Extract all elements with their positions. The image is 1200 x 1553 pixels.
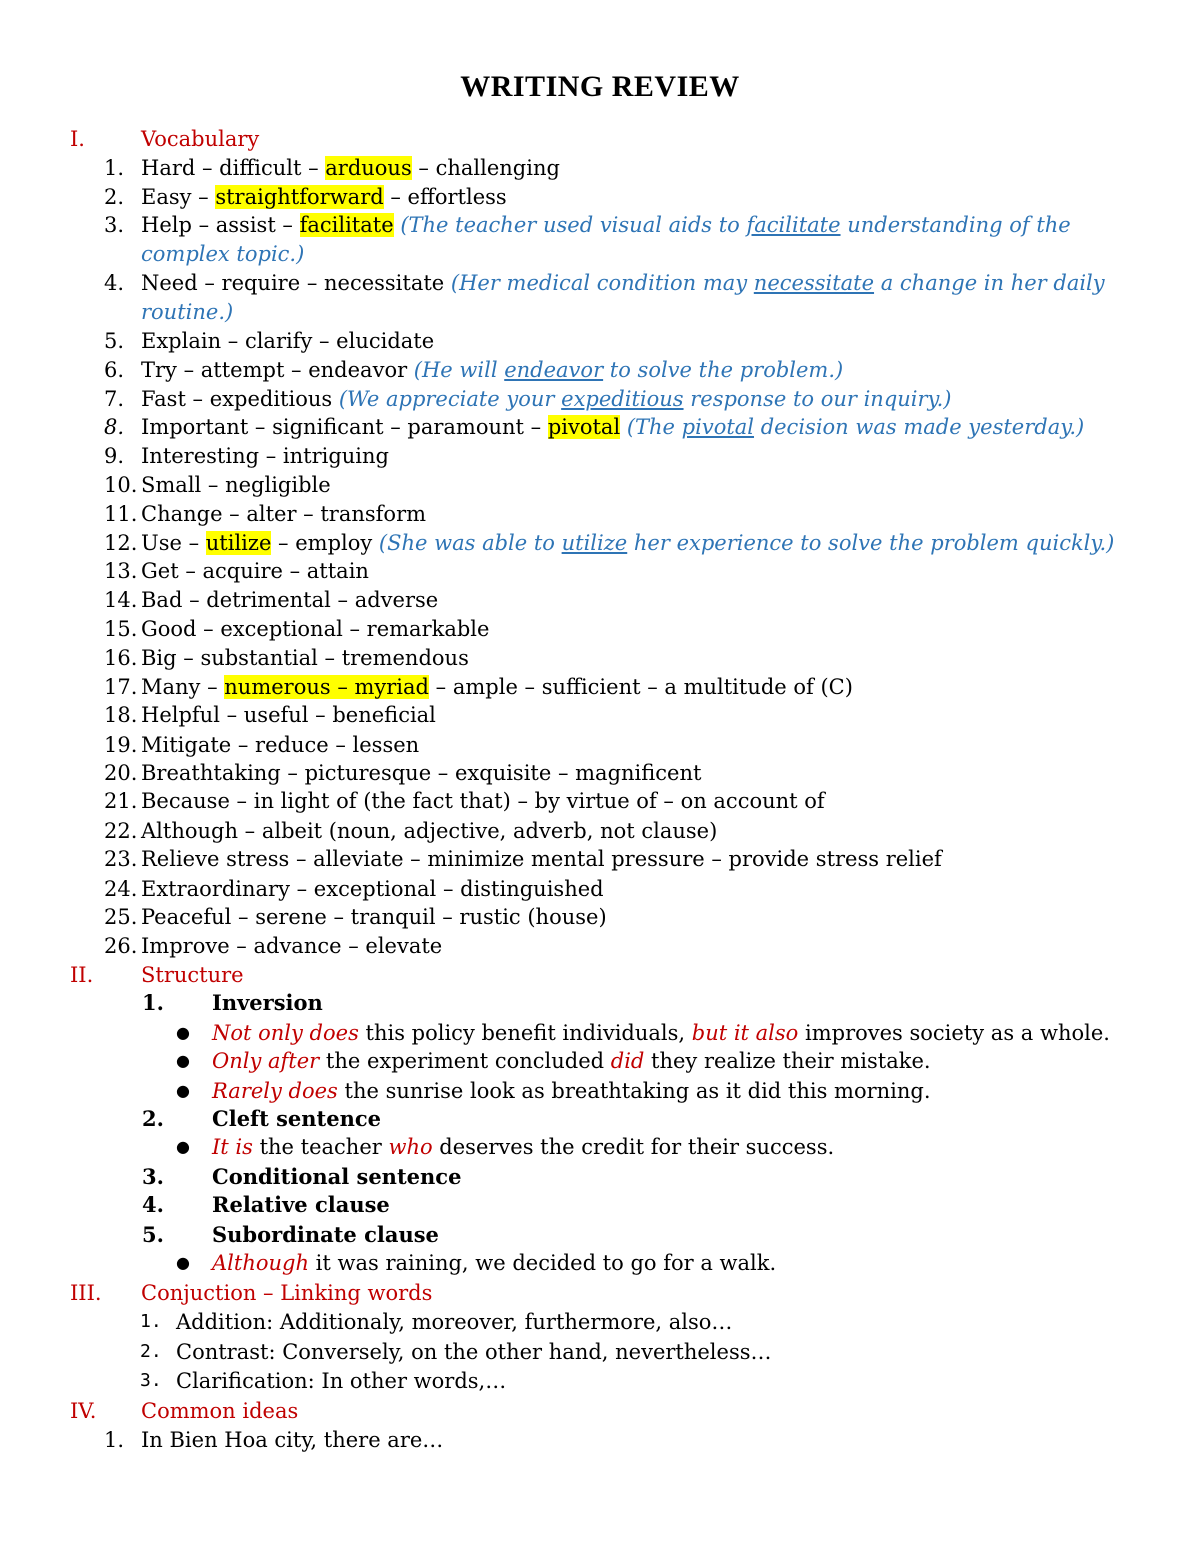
item-text [141,210,1071,240]
highlighted-word: arduous [325,156,412,180]
sentence-text: it was raining, we decided to go for a walk. [308,1251,777,1275]
item-number: 18. [104,703,138,727]
item-text: Because – in light of (the fact that) – by virtue of – on account of [141,789,825,813]
vocab-item [0,182,1200,212]
words: – challenging [411,156,560,180]
item-number: 11. [104,502,138,526]
item-text: Peaceful – serene – tranquil – rustic (house) [141,905,607,929]
structure-heading [0,1220,1200,1250]
highlighted-word: utilize [205,531,272,555]
heading-title: Subordinate clause [212,1222,439,1247]
structure-bullet [0,1076,1200,1106]
example-keyword: pivotal [681,415,755,439]
heading-title: Relative clause [212,1192,390,1217]
example-text: a change in her daily [874,271,1105,295]
heading-title: Inversion [212,990,323,1015]
item-text: Improve – advance – elevate [141,934,443,958]
item-number: 2. [140,1341,162,1362]
item-number: 13. [104,559,138,583]
item-number: 16. [104,646,138,670]
section-number: III. [70,1281,102,1305]
sentence-text: this policy benefit individuals, [358,1021,692,1045]
vocab-item-continuation [0,297,1200,327]
highlighted-word: straightforward [215,185,384,209]
bullet-text [212,1018,1110,1048]
sentence-text: improves society as a whole. [798,1021,1110,1045]
heading-number: 2. [142,1106,164,1131]
item-number: 19. [104,733,138,757]
item-text [141,182,507,212]
structure-bullet [0,1248,1200,1278]
item-number: 15. [104,617,138,641]
item-text [141,153,560,183]
item-text [141,268,1105,298]
vocab-item [0,902,1200,932]
conjunction-item [0,1366,1200,1396]
words: Many – [141,675,225,699]
item-number: 23. [104,847,138,871]
highlighted-word: pivotal [547,415,621,439]
bullet-icon: ● [176,1253,190,1272]
bullet-icon: ● [176,1137,190,1156]
example-keyword: endeavor [504,358,604,382]
section-number: II. [70,963,94,987]
item-number: 24. [104,877,138,901]
item-text: Good – exceptional – remarkable [141,617,490,641]
vocab-item [0,499,1200,529]
vocab-item [0,528,1200,558]
vocab-item [0,643,1200,673]
item-text: Big – substantial – tremendous [141,646,469,670]
item-number: 22. [104,819,138,843]
vocab-item [0,816,1200,846]
example-text: (He will [413,358,505,382]
item-number: 5. [104,329,125,353]
item-text: Mitigate – reduce – lessen [141,733,420,757]
item-text: Interesting – intriguing [141,444,389,468]
vocab-item [0,441,1200,471]
vocab-item-continuation [0,239,1200,269]
keyword: Although [212,1251,309,1275]
example-sentence [400,213,1070,237]
item-text: Change – alter – transform [141,502,427,526]
vocab-item [0,874,1200,904]
words: Use – [141,531,206,555]
heading-number: 5. [142,1222,164,1247]
item-text: Bad – detrimental – adverse [141,588,439,612]
example-text: (The teacher used visual aids to [400,213,747,237]
heading-number: 4. [142,1192,164,1217]
item-number: 1. [140,1311,162,1332]
sentence-text: the experiment concluded [319,1049,611,1073]
words: Important – significant – paramount – [141,415,548,439]
example-text: routine.) [141,300,234,324]
bullet-text [212,1076,931,1106]
bullet-icon: ● [176,1081,190,1100]
conjunction-item [0,1307,1200,1337]
item-text: Relieve stress – alleviate – minimize mental pressure – provide stress relief [141,847,942,871]
vocab-item [0,786,1200,816]
item-text: In Bien Hoa city, there are… [141,1428,444,1452]
item-number: 17. [104,675,138,699]
vocab-item [0,355,1200,385]
vocab-item [0,730,1200,760]
heading-title: Conditional sentence [212,1164,462,1189]
item-text: Get – acquire – attain [141,559,369,583]
keyword: who [388,1135,433,1159]
item-text: Although – albeit (noun, adjective, adverb, not clause) [141,819,718,843]
example-text: to solve the problem.) [603,358,844,382]
words: Fast – expeditious [141,387,339,411]
vocab-item [0,412,1200,442]
section-title: Common ideas [141,1399,299,1423]
item-text: Extraordinary – exceptional – distinguished [141,877,604,901]
item-number: 20. [104,761,138,785]
keyword: It is [212,1135,253,1159]
words: Help – assist – [141,213,300,237]
example-sentence [339,387,952,411]
vocab-item [0,614,1200,644]
item-number: 12. [104,531,138,555]
section-vocabulary [0,124,1200,154]
vocab-item [0,931,1200,961]
example-keyword: necessitate [753,271,875,295]
example-keyword: facilitate [746,213,841,237]
highlighted-word: facilitate [299,213,394,237]
vocab-item [0,556,1200,586]
example-text: response to our inquiry.) [683,387,952,411]
keyword: Rarely does [212,1079,338,1103]
item-number: 1. [104,156,125,180]
vocab-item [0,268,1200,298]
common-idea-item [0,1425,1200,1455]
item-number: 8. [104,415,125,439]
item-number: 2. [104,185,125,209]
heading-number: 1. [142,990,164,1015]
item-text: Breathtaking – picturesque – exquisite – magnificent [141,761,702,785]
words: – effortless [383,185,507,209]
example-text: decision was made yesterday.) [754,415,1085,439]
example-sentence [451,271,1105,295]
example-text: complex topic.) [141,242,305,266]
example-sentence [379,531,1114,555]
structure-heading [0,1104,1200,1134]
item-number: 6. [104,358,125,382]
example-text: (The [620,415,682,439]
item-text: Explain – clarify – elucidate [141,329,435,353]
keyword: Not only does [212,1021,359,1045]
example-sentence [414,358,843,382]
example-text: (We appreciate your [338,387,562,411]
item-number: 26. [104,934,138,958]
section-number: I. [70,127,85,151]
words: Try – attempt – endeavor [141,358,414,382]
structure-bullet [0,1132,1200,1162]
structure-bullet [0,1046,1200,1076]
item-number: 10. [104,473,138,497]
keyword: but it also [691,1021,799,1045]
vocab-item [0,153,1200,183]
highlighted-word: numerous – myriad [224,675,429,699]
item-number: 14. [104,588,138,612]
vocab-item [0,470,1200,500]
sentence-text: the teacher [252,1135,389,1159]
item-text: Helpful – useful – beneficial [141,703,436,727]
item-text [141,355,843,385]
vocab-item [0,585,1200,615]
words: – ample – sufficient – a multitude of (C) [429,675,853,699]
conjunction-item [0,1337,1200,1367]
keyword: did [610,1049,645,1073]
item-text: Clarification: In other words,… [176,1369,507,1393]
bullet-icon: ● [176,1023,190,1042]
item-number: 3. [104,213,125,237]
words: Need – require – necessitate [141,271,451,295]
item-text [141,384,952,414]
keyword: Only after [212,1049,320,1073]
vocab-item [0,700,1200,730]
item-number: 7. [104,387,125,411]
vocab-item [0,384,1200,414]
section-common-ideas [0,1396,1200,1426]
item-number: 3. [140,1370,162,1391]
item-text: Contrast: Conversely, on the other hand, nevertheless… [176,1340,772,1364]
structure-heading [0,988,1200,1018]
item-text: Small – negligible [141,473,331,497]
item-number: 9. [104,444,125,468]
item-number: 1. [104,1428,125,1452]
vocab-item [0,672,1200,702]
section-number: IV. [70,1399,97,1423]
bullet-icon: ● [176,1051,190,1070]
section-conjunction [0,1278,1200,1308]
item-text [141,412,1084,442]
item-number: 4. [104,271,125,295]
bullet-text [212,1046,931,1076]
heading-number: 3. [142,1164,164,1189]
structure-heading [0,1190,1200,1220]
structure-heading [0,1162,1200,1192]
item-text: Addition: Additionaly, moreover, furthermore, also… [176,1310,733,1334]
words: – employ [271,531,379,555]
example-text: (She was able to [378,531,562,555]
bullet-text [212,1132,834,1162]
example-text: her experience to solve the problem quickly.) [627,531,1115,555]
example-text: understanding of the [840,213,1071,237]
sentence-text: they realize their mistake. [644,1049,931,1073]
item-number: 21. [104,789,138,813]
heading-title: Cleft sentence [212,1106,382,1131]
vocab-item [0,210,1200,240]
sentence-text: the sunrise look as breathtaking as it did this morning. [337,1079,931,1103]
item-text [141,528,1114,558]
section-structure [0,960,1200,990]
page-title: WRITING REVIEW [460,70,740,103]
example-text: (Her medical condition may [450,271,754,295]
words: Hard – difficult – [141,156,326,180]
vocab-item [0,758,1200,788]
sentence-text: deserves the credit for their success. [432,1135,835,1159]
example-keyword: utilize [561,531,628,555]
item-text [141,672,853,702]
vocab-item [0,326,1200,356]
section-title: Vocabulary [141,127,260,151]
section-title: Conjuction – Linking words [141,1281,433,1305]
bullet-text [212,1248,776,1278]
item-number: 25. [104,905,138,929]
section-title: Structure [141,963,244,987]
example-keyword: expeditious [561,387,684,411]
example-sentence [620,415,1084,439]
vocab-item [0,844,1200,874]
structure-bullet [0,1018,1200,1048]
words: Easy – [141,185,216,209]
